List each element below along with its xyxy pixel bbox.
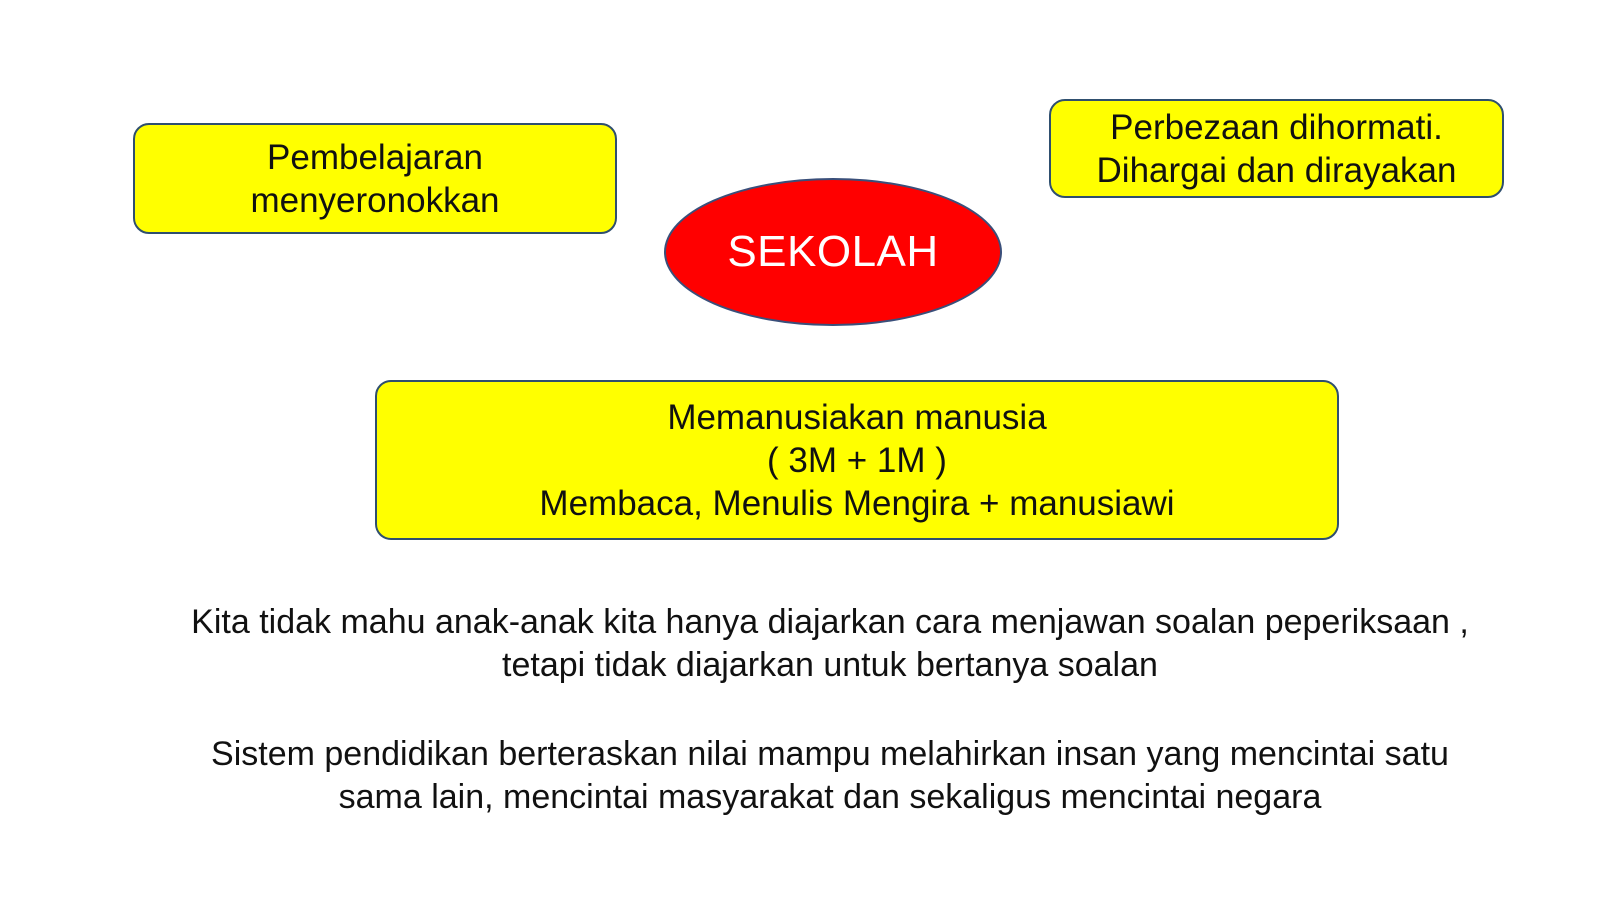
node-perbezaan-line-2: Dihargai dan dirayakan [1096, 150, 1457, 190]
node-perbezaan [1049, 99, 1504, 198]
node-memanusiakan [375, 380, 1339, 540]
node-memanusiakan-line-2: ( 3M + 1M ) [767, 440, 947, 480]
paragraph-soalan-line-2: tetapi tidak diajarkan untuk bertanya soalan [502, 646, 1158, 684]
paragraph-soalan [100, 601, 1560, 687]
node-pembelajaran-line-1: Pembelajaran [267, 137, 483, 177]
paragraph-sistem-pendidikan [100, 733, 1560, 819]
node-memanusiakan-line-1: Memanusiakan manusia [667, 397, 1047, 437]
node-pembelajaran [133, 123, 617, 234]
center-node-sekolah [664, 178, 1002, 326]
node-perbezaan-line-1: Perbezaan dihormati. [1110, 107, 1443, 147]
center-node-label: SEKOLAH [727, 227, 939, 276]
paragraph-soalan-line-1: Kita tidak mahu anak-anak kita hanya diajarkan cara menjawan soalan peperiksaan , [191, 603, 1469, 641]
node-memanusiakan-line-3: Membaca, Menulis Mengira + manusiawi [539, 483, 1175, 523]
paragraph-sistem-line-2: sama lain, mencintai masyarakat dan sekaligus mencintai negara [338, 778, 1322, 816]
node-pembelajaran-line-2: menyeronokkan [250, 180, 500, 220]
paragraph-sistem-line-1: Sistem pendidikan berteraskan nilai mampu melahirkan insan yang mencintai satu [211, 735, 1449, 773]
